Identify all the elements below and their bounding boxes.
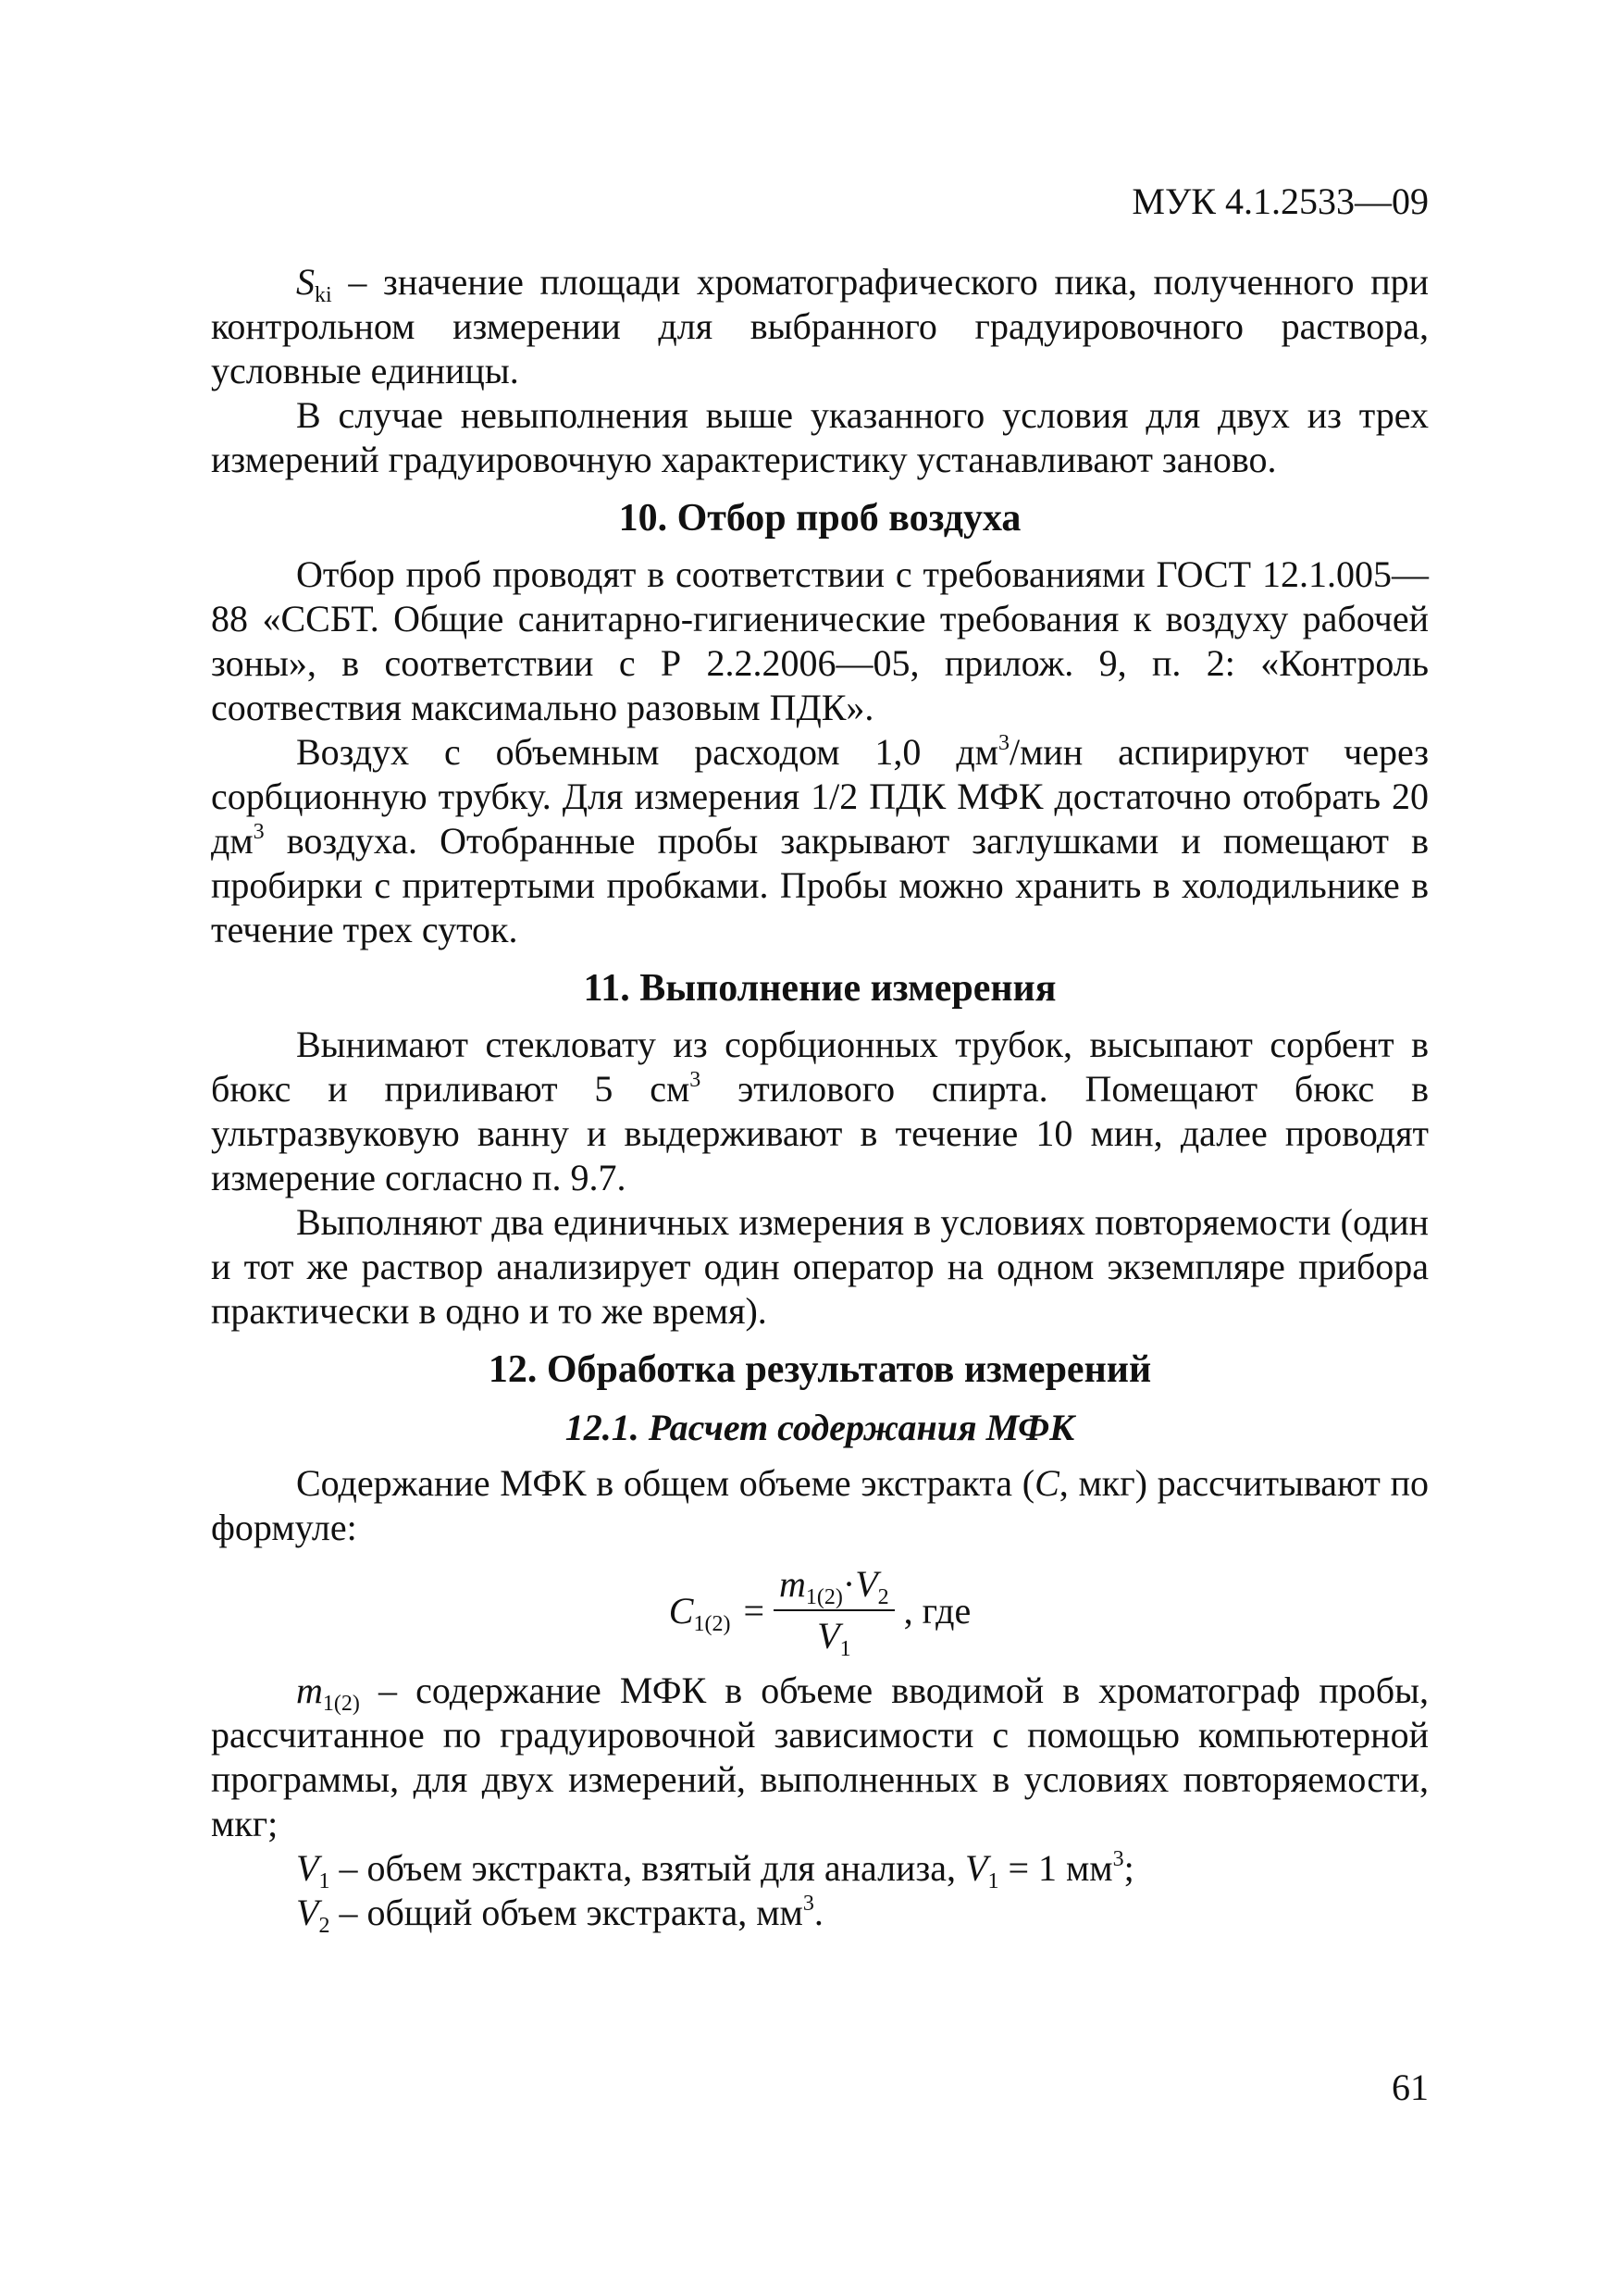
numerator-v: V (855, 1563, 878, 1605)
subsection-heading-12-1: 12.1. Расчет содержания МФК (564, 1407, 1075, 1448)
superscript-3: 3 (802, 1892, 814, 1916)
paragraph-m-definition (211, 1669, 1429, 1846)
page-content (211, 180, 1430, 1938)
m-definition-text: – содержание МФК в объеме вводимой в хроматограф пробы, рассчитанное по градуировочной зависимости с помощью компьютерной программы, для двух измерений, выполненных в условиях повторяемости, мкг; (211, 1669, 1429, 1844)
formula-intro-text-1: Содержание МФК в общем объеме экстракта ( (296, 1462, 1035, 1504)
formula-lhs-symbol: C (668, 1589, 694, 1632)
symbol-v2-subscript: 2 (318, 1914, 330, 1938)
denominator-v-subscript: 1 (839, 1637, 851, 1661)
superscript-3: 3 (998, 731, 1010, 755)
numerator-v-subscript: 2 (877, 1585, 889, 1609)
paragraph-formula-intro (211, 1461, 1429, 1550)
symbol-v1-inline-subscript: 1 (987, 1869, 999, 1893)
formula-tail: , где (903, 1589, 972, 1632)
paragraph-air-flow (211, 730, 1429, 952)
superscript-3: 3 (1112, 1847, 1124, 1871)
paragraph-v2-definition (211, 1891, 1429, 1938)
extraction-text-1: Вынимают стекловату из сорбционных трубок, высыпают сорбент в бюкс и приливают 5 см (211, 1024, 1429, 1110)
superscript-3: 3 (253, 820, 265, 844)
v1-definition-text: – объем экстракта, взятый для анализа, (329, 1847, 965, 1889)
section-heading-10: 10. Отбор проб воздуха (618, 497, 1022, 540)
symbol-v1-inline: V (965, 1847, 988, 1889)
superscript-3: 3 (689, 1068, 701, 1092)
v1-end: ; (1123, 1847, 1134, 1889)
ski-definition-text: – значение площади хроматографического пика, полученного при контрольном измерении для выбранного градуировочного раствора, условные единицы. (211, 261, 1429, 391)
v1-value-text: = 1 мм (998, 1847, 1113, 1889)
paragraph-ski-definition (211, 260, 1429, 393)
symbol-v1-subscript: 1 (318, 1869, 330, 1893)
symbol-m-subscript: 1(2) (322, 1692, 360, 1716)
air-flow-text-2: /мин аспирируют через сорбционную трубку. Для измерения 1/2 ПДК МФК достаточно отобрать 20 дм (211, 731, 1430, 862)
numerator-m: m (779, 1563, 806, 1605)
formula-equals: = (743, 1589, 765, 1632)
formula-lhs (668, 1589, 731, 1636)
formula-lhs-subscript: 1(2) (693, 1611, 731, 1636)
paragraph-sampling-gost: Отбор проб проводят в соответствии с требованиями ГОСТ 12.1.005—88 «ССБТ. Общие санитарно-гигиенические требования к воздуху рабочей зоны», в соответствии с Р 2.2.2006—05, прилож. 9, п. 2: «Контроль соотвествия максимально разовым ПДК». (211, 553, 1429, 728)
symbol-s: S (296, 261, 315, 303)
section-heading-11: 11. Выполнение измерения (583, 967, 1057, 1010)
v2-end: . (813, 1892, 824, 1933)
paragraph-recalibration: В случае невыполнения выше указанного условия для двух из трех измерений градуировочную характеристику устанавливают заново. (211, 394, 1429, 480)
numerator-dot: · (842, 1563, 856, 1605)
air-flow-text-3: воздуха. Отобранные пробы закрывают заглушками и помещают в пробирки с притертыми пробками. Пробы можно хранить в холодильнике в течение трех суток. (211, 820, 1429, 950)
symbol-c: C (1035, 1462, 1059, 1504)
formula-content (211, 1559, 1429, 1661)
document-code-header: МУК 4.1.2533—09 (1132, 180, 1429, 222)
page-number: 61 (1392, 2066, 1429, 2108)
v2-definition-text: – общий объем экстракта, мм (329, 1892, 803, 1933)
paragraph-repeatability: Выполняют два единичных измерения в условиях повторяемости (один и тот же раствор анализирует один оператор на одном экземпляре прибора практически в одно и то же время). (211, 1201, 1429, 1332)
symbol-v2: V (296, 1892, 319, 1933)
section-heading-12: 12. Обработка результатов измерений (488, 1348, 1152, 1391)
denominator-v: V (817, 1615, 840, 1657)
formula-fraction (774, 1563, 895, 1661)
formula-denominator (817, 1611, 851, 1661)
paragraph-v1-definition (211, 1846, 1429, 1891)
symbol-m: m (296, 1669, 323, 1711)
extraction-text-2: этилового спирта. Помещают бюкс в ультразвуковую ванну и выдерживают в течение 10 мин, далее проводят измерение согласно п. 9.7. (211, 1068, 1429, 1198)
numerator-m-subscript: 1(2) (805, 1585, 843, 1609)
symbol-v1: V (296, 1847, 319, 1889)
paragraph-extraction (211, 1023, 1429, 1200)
symbol-s-subscript: ki (315, 283, 332, 307)
formula-intro-text-2: , мкг) рассчитывают по формуле: (211, 1462, 1429, 1548)
air-flow-text-1: Воздух с объемным расходом 1,0 дм (296, 731, 998, 773)
formula-numerator (774, 1563, 895, 1611)
